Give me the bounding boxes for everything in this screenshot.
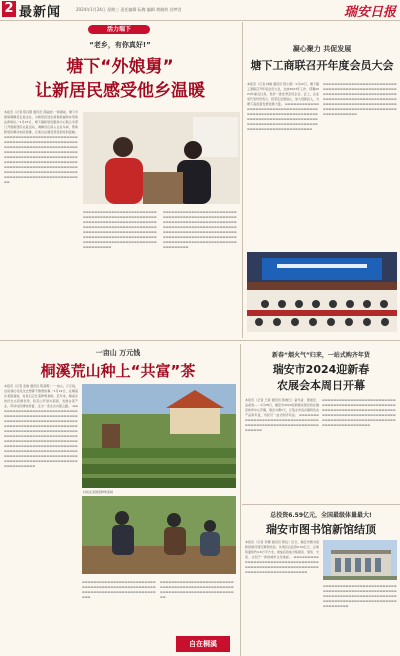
people-planting-illustration <box>82 496 236 574</box>
page-header <box>0 0 400 21</box>
story5-title: 瑞安市图书馆新馆结顶 <box>266 523 376 536</box>
row-divider-2 <box>242 504 400 505</box>
page-number: 2 <box>2 1 16 17</box>
story1-body-col3: ▬▬▬▬▬▬▬▬▬▬▬▬▬▬▬▬▬▬▬▬▬▬▬▬▬▬▬▬▬▬▬▬▬▬▬▬▬▬▬▬▬▬▬▬▬▬▬▬▬▬▬▬▬▬▬▬▬▬▬▬▬▬▬▬▬▬▬▬▬▬▬▬▬▬▬▬▬▬▬▬▬▬▬▬▬▬▬▬▬▬▬▬▬▬▬▬▬▬▬▬▬▬▬▬▬▬▬▬▬▬▬▬▬▬▬▬▬▬▬▬▬▬▬▬▬▬▬▬▬▬▬▬▬▬▬▬▬▬▬▬▬▬▬▬▬▬▬▬▬▬▬▬▬▬▬▬▬▬▬▬▬▬▬▬▬▬▬▬▬▬▬▬▬▬▬▬▬▬▬▬▬▬▬▬▬▬▬▬▬▬▬ <box>163 210 237 249</box>
story3-photo-bottom <box>82 496 236 574</box>
newspaper-logo: 瑞安日报 <box>343 5 396 20</box>
story4-body-col2: ▬▬▬▬▬▬▬▬▬▬▬▬▬▬▬▬▬▬▬▬▬▬▬▬▬▬▬▬▬▬▬▬▬▬▬▬▬▬▬▬▬▬▬▬▬▬▬▬▬▬▬▬▬▬▬▬▬▬▬▬▬▬▬▬▬▬▬▬▬▬▬▬▬▬▬▬▬▬▬▬▬▬▬▬▬▬▬▬▬▬▬▬▬▬▬▬▬▬▬▬▬▬▬▬▬▬▬▬▬▬▬▬▬▬▬▬▬▬▬▬▬▬▬▬▬▬▬▬▬▬▬▬▬▬▬▬▬▬▬▬▬▬▬▬▬▬▬ <box>322 398 396 427</box>
section-pill: 活力瑞下 <box>88 25 150 34</box>
story4-title-line2: 农展会本周日开幕 <box>277 379 365 392</box>
story3-photo-top <box>82 384 236 488</box>
people-talking-illustration <box>83 112 240 204</box>
section-title: 最新闻 <box>19 5 62 20</box>
library-building-illustration <box>323 540 397 580</box>
story1-kicker: “老乡，有你真好!” <box>89 41 151 49</box>
story2-title: 塘下工商联召开年度会员大会 <box>250 59 394 72</box>
story5-photo <box>323 540 397 580</box>
story3-body-col3: ▬▬▬▬▬▬▬▬▬▬▬▬▬▬▬▬▬▬▬▬▬▬▬▬▬▬▬▬▬▬▬▬▬▬▬▬▬▬▬▬▬▬▬▬▬▬▬▬▬▬▬▬▬▬▬▬▬▬▬▬▬▬▬▬▬▬▬▬▬▬▬▬▬▬▬▬▬▬▬▬ <box>160 580 234 599</box>
column-banner: 自在桐溪 <box>176 636 230 652</box>
story1-body-col2: ▬▬▬▬▬▬▬▬▬▬▬▬▬▬▬▬▬▬▬▬▬▬▬▬▬▬▬▬▬▬▬▬▬▬▬▬▬▬▬▬▬▬▬▬▬▬▬▬▬▬▬▬▬▬▬▬▬▬▬▬▬▬▬▬▬▬▬▬▬▬▬▬▬▬▬▬▬▬▬▬▬▬▬▬▬▬▬▬▬▬▬▬▬▬▬▬▬▬▬▬▬▬▬▬▬▬▬▬▬▬▬▬▬▬▬▬▬▬▬▬▬▬▬▬▬▬▬▬▬▬▬▬▬▬▬▬▬▬▬▬▬▬▬▬▬▬▬▬▬▬▬▬▬▬▬▬▬▬▬▬▬▬▬▬▬▬▬▬▬▬▬▬▬▬▬▬▬▬▬▬▬▬▬▬▬▬▬▬▬▬▬▬ <box>83 210 157 249</box>
story4-body-col1: 本报讯（记者 王新 通讯员 陈晓红）备年货、逛展会、品美食……1月28日，瑞安市2024迎新春农展会将在瑞安体育中心开幕，展会为期5天，汇集全市各乡镇特色农产品和年货，市民可一站式购齐年货。 ▬▬▬▬▬▬▬▬▬▬▬▬▬▬▬▬▬▬▬▬▬▬▬▬▬▬▬▬▬▬▬▬▬▬▬▬▬▬▬▬▬▬▬▬▬▬▬▬▬▬▬▬▬▬▬▬▬▬▬▬▬▬▬▬▬ <box>245 398 319 432</box>
story5-body-col2: ▬▬▬▬▬▬▬▬▬▬▬▬▬▬▬▬▬▬▬▬▬▬▬▬▬▬▬▬▬▬▬▬▬▬▬▬▬▬▬▬▬▬▬▬▬▬▬▬▬▬▬▬▬▬▬▬▬▬▬▬▬▬▬▬▬▬▬▬▬▬▬▬▬▬▬▬▬▬▬▬▬▬▬▬▬▬▬▬▬▬▬▬▬▬▬▬▬▬▬▬▬▬▬▬▬▬▬▬▬▬▬▬▬ <box>323 584 397 608</box>
story1-photo <box>83 112 240 204</box>
story2-kicker: 凝心聚力 共促发展 <box>292 45 352 53</box>
issue-meta: 2024年1月24日 星期三 责任编辑 阮梅 编辑 黄晓荷 苏梦君 <box>76 7 182 12</box>
story5-body: 本报讯（记者 李娜 通讯员 陈虹）近日，瑞安市图书馆新馆建设项目顺利结顶。该项目总投资6.59亿元，总建筑面积约4.8万平方米，建成后将成为集阅读、展览、交流、文创于一体的城市文化地标。 <box>245 540 319 559</box>
story4-body: 本报讯（记者 王新 通讯员 陈晓红）备年货、逛展会、品美食……1月28日，瑞安市2024迎新春农展会将在瑞安体育中心开幕，展会为期5天，汇集全市各乡镇特色农产品和年货，市民可一站式购齐年货。 <box>245 398 319 417</box>
meeting-hall-illustration <box>247 252 397 332</box>
story1-body: 本报讯（记者 陈丹霞 通讯员 邵丽波）“新春前，塘下外娘舅调解员走进企业，为新居民送去新春祝福和实用的法律知识。”1月23日，塘下镇新居民服务中心联合多部门开展新居民关爱活动，调解员们深入企业车间，帮助新居民解决实际困难，让他们在瑞安感受到家的温暖。 <box>4 110 78 134</box>
story4-title-line1: 瑞安市2024迎新春 <box>272 363 370 376</box>
story1-title-line1: 塘下“外娘舅” <box>66 57 174 77</box>
column-divider <box>242 22 243 338</box>
story3-title: 桐溪荒山种上“共富”茶 <box>40 362 196 380</box>
story1-body-col1 <box>4 110 78 332</box>
row-divider <box>0 340 400 341</box>
story2-body-col1: 本报讯（记者 林晓 通讯员 陈小燕）1月22日，塘下镇工商联召开年度会员大会，总结2023年工作，部署2024年重点任务，表彰一批优秀会员企业。会上，企业家代表纷纷表示，将坚定发展信心，加大创新投入，为塘下高质量发展贡献力量。 ▬▬▬▬▬▬▬▬▬▬▬▬▬▬▬▬▬▬▬▬▬▬▬▬▬▬▬▬▬▬▬▬▬▬▬▬▬▬▬▬▬▬▬▬▬▬▬▬▬▬▬▬▬▬▬▬▬▬▬▬▬▬▬▬▬▬▬▬▬▬▬▬▬▬▬▬▬▬▬▬▬▬▬▬▬▬▬▬▬▬▬▬▬▬▬▬▬▬▬▬▬▬▬▬▬▬▬▬▬▬▬▬▬▬▬▬▬▬▬▬▬▬▬▬▬▬▬▬▬▬▬▬▬▬▬ <box>247 82 319 131</box>
story4-kicker: 新春“烟火气”归来，一站式购齐年货 <box>272 352 370 359</box>
story3-kicker: 一亩山 万元钱 <box>95 349 141 357</box>
story2-body-col2: ▬▬▬▬▬▬▬▬▬▬▬▬▬▬▬▬▬▬▬▬▬▬▬▬▬▬▬▬▬▬▬▬▬▬▬▬▬▬▬▬▬▬▬▬▬▬▬▬▬▬▬▬▬▬▬▬▬▬▬▬▬▬▬▬▬▬▬▬▬▬▬▬▬▬▬▬▬▬▬▬▬▬▬▬▬▬▬▬▬▬▬▬▬▬▬▬▬▬▬▬▬▬▬▬▬▬▬▬▬▬▬▬▬▬▬▬▬▬▬▬▬▬▬▬▬▬▬▬▬▬▬▬▬▬▬▬▬▬▬▬▬▬▬▬▬▬▬▬▬▬▬▬▬▬▬▬▬▬▬▬▬▬▬▬▬▬▬▬ <box>323 82 397 116</box>
story5-kicker: 总投资6.59亿元，全国最级体量最大! <box>270 512 372 519</box>
story2-photo <box>247 252 397 332</box>
column-divider-2 <box>240 344 241 656</box>
story3-body: 本报讯（记者 张晓 通讯员 陈高明）“一亩山，万元钱，这是我们村民过去想都不敢想的事。”1月22日，在桐溪乡茶园基地，村民们正忙着修剪茶树。近年来，桐溪乡依托生态资源优势，将荒山开垦为茶园，发展白茶产业，带动村民增收致富，走出一条生态共富之路。 <box>4 384 78 408</box>
story2-body: 本报讯（记者 林晓 通讯员 陈小燕）1月22日，塘下镇工商联召开年度会员大会，总结2023年工作，部署2024年重点任务，表彰一批优秀会员企业。会上，企业家代表纷纷表示，将坚定发展信心，加大创新投入，为塘下高质量发展贡献力量。 <box>247 82 319 106</box>
story3-body-col2: ▬▬▬▬▬▬▬▬▬▬▬▬▬▬▬▬▬▬▬▬▬▬▬▬▬▬▬▬▬▬▬▬▬▬▬▬▬▬▬▬▬▬▬▬▬▬▬▬▬▬▬▬▬▬▬▬▬▬▬▬▬▬▬▬▬▬▬▬▬▬▬▬▬▬▬▬▬▬▬▬▬ <box>82 580 156 599</box>
story5-body-col1: 本报讯（记者 李娜 通讯员 陈虹）近日，瑞安市图书馆新馆建设项目顺利结顶。该项目总投资6.59亿元，总建筑面积约4.8万平方米，建成后将成为集阅读、展览、交流、文创于一体的城市文化地标。 ▬▬▬▬▬▬▬▬▬▬▬▬▬▬▬▬▬▬▬▬▬▬▬▬▬▬▬▬▬▬▬▬▬▬▬▬▬▬▬▬▬▬▬▬▬▬▬▬▬▬▬▬▬▬▬▬▬▬▬▬▬▬▬▬▬▬▬▬▬▬▬▬▬▬▬▬▬▬▬▬▬▬▬ <box>245 540 319 574</box>
story3-photo-caption: 村民在茶园里修剪茶树 <box>83 490 114 494</box>
story1-body-filler: ▬▬▬▬▬▬▬▬▬▬▬▬▬▬▬▬▬▬▬▬▬▬▬▬▬▬▬▬▬▬▬▬▬▬▬▬▬▬▬▬▬▬▬▬▬▬▬▬▬▬▬▬▬▬▬▬▬▬▬▬▬▬▬▬▬▬▬▬▬▬▬▬▬▬▬▬▬▬▬▬▬▬▬▬▬▬▬▬▬▬▬▬▬▬▬▬▬▬▬▬▬▬▬▬▬▬▬▬▬▬▬▬▬▬▬▬▬▬▬▬▬▬▬▬▬▬▬▬▬▬▬▬▬▬▬▬▬▬▬▬▬▬▬▬▬▬▬▬▬▬▬▬▬▬▬▬▬▬▬▬▬▬▬▬▬▬▬▬▬▬▬▬▬▬▬▬▬▬▬▬▬▬▬▬▬▬▬▬▬▬▬▬▬▬▬▬▬▬▬▬▬▬▬▬▬▬▬▬▬▬▬▬▬▬▬▬▬▬▬▬▬▬▬▬▬▬▬▬▬▬▬▬▬▬▬▬ <box>4 135 78 184</box>
story1-title-line2: 让新居民感受他乡温暖 <box>35 81 205 101</box>
story3-body-col1: 本报讯（记者 张晓 通讯员 陈高明）“一亩山，万元钱，这是我们村民过去想都不敢想的事。”1月22日，在桐溪乡茶园基地，村民们正忙着修剪茶树。近年来，桐溪乡依托生态资源优势，将荒山开垦为茶园，发展白茶产业，带动村民增收致富，走出一条生态共富之路。 ▬▬▬▬▬▬▬▬▬▬▬▬▬▬▬▬▬▬▬▬▬▬▬▬▬▬▬▬▬▬▬▬▬▬▬▬▬▬▬▬▬▬▬▬▬▬▬▬▬▬▬▬▬▬▬▬▬▬▬▬▬▬▬▬▬▬▬▬▬▬▬▬▬▬▬▬▬▬▬▬▬▬▬▬▬▬▬▬▬▬▬▬▬▬▬▬▬▬▬▬▬▬▬▬▬▬▬▬▬▬▬▬▬▬▬▬▬▬▬▬▬▬▬▬▬▬▬▬▬▬▬▬▬▬▬▬▬▬▬▬▬▬▬▬▬▬▬▬▬▬▬▬▬▬▬▬▬▬▬▬▬▬▬▬▬▬▬▬▬▬▬▬▬▬▬▬▬▬▬▬▬▬▬▬▬▬▬▬▬▬▬▬▬▬▬▬▬▬▬▬▬▬▬▬▬▬▬▬▬▬▬▬▬▬▬▬▬▬▬▬▬▬▬▬▬▬▬▬▬▬▬▬▬▬▬▬▬▬▬▬▬▬▬▬▬▬▬▬▬▬▬▬▬▬▬▬▬▬▬▬▬▬▬▬▬▬▬▬▬▬▬▬▬▬▬▬▬▬▬▬▬▬▬▬▬▬▬▬▬▬▬▬▬▬▬▬▬▬▬ <box>4 384 78 468</box>
tea-garden-illustration <box>82 384 236 488</box>
